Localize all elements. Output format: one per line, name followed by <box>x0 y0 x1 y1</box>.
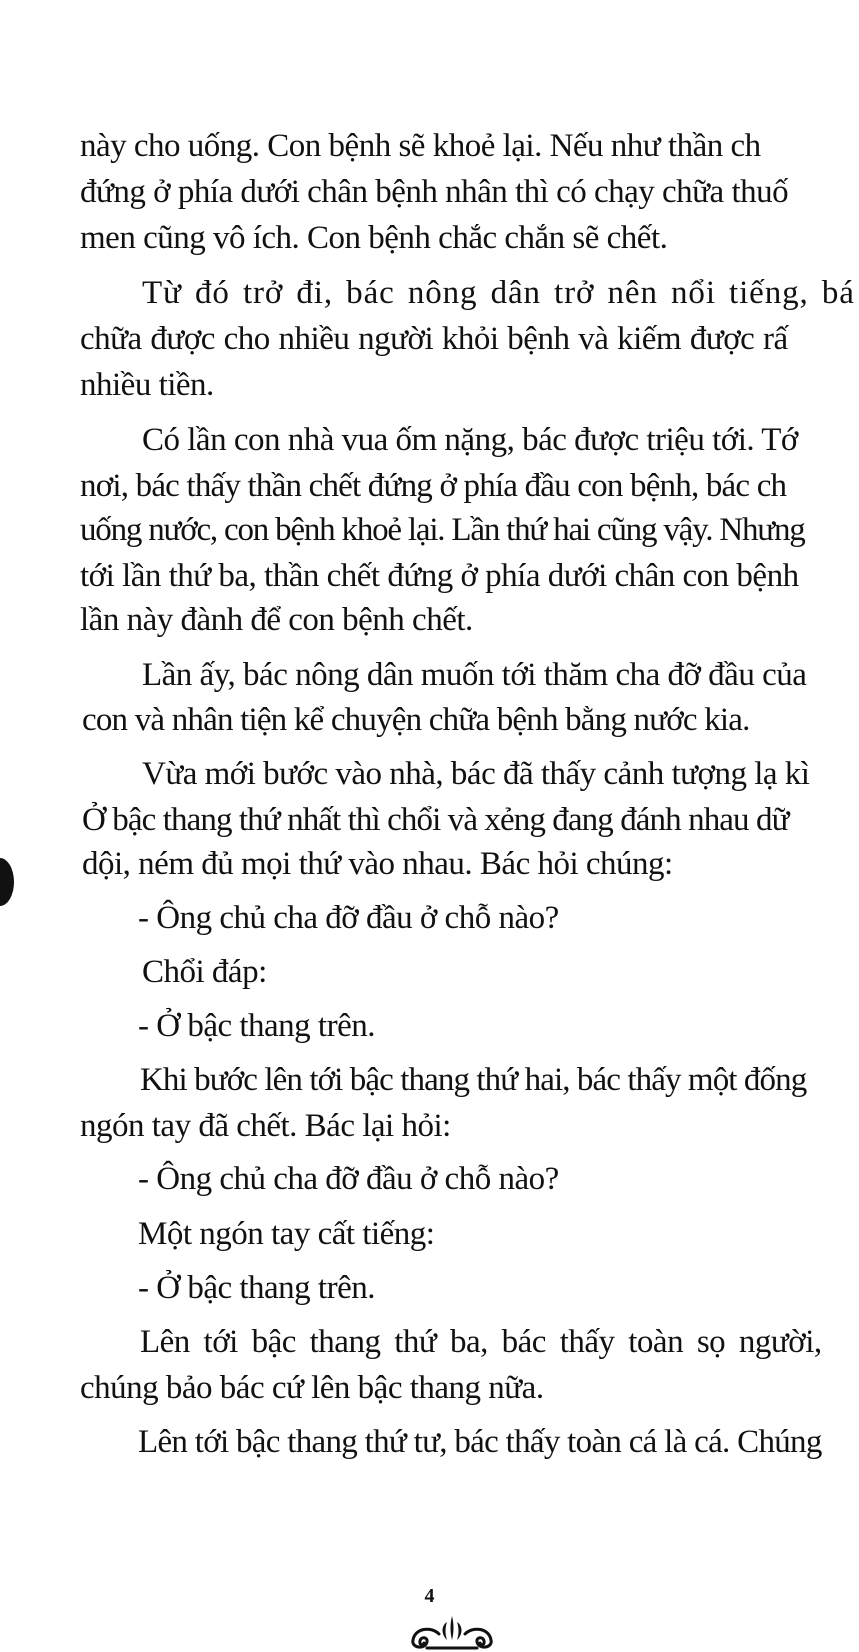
dialogue-line-2: - Ở bậc thang trên. <box>138 1008 375 1044</box>
text-line-2: đứng ở phía dưới chân bệnh nhân thì có chạy chữa thuố <box>80 174 789 210</box>
text-line-18: Khi bước lên tới bậc thang thứ hai, bác thấy một đống <box>140 1062 807 1098</box>
text-line-14: Vừa mới bước vào nhà, bác đã thấy cảnh tượng lạ kì <box>142 756 810 792</box>
edge-mark <box>0 858 14 906</box>
text-line-7: Có lần con nhà vua ốm nặng, bác được triệu tới. Tớ <box>142 422 798 458</box>
text-line-12: Lần ấy, bác nông dân muốn tới thăm cha đỡ đầu của <box>142 657 807 693</box>
text-line-16: dội, ném đủ mọi thứ vào nhau. Bác hỏi chúng: <box>82 846 673 882</box>
text-line-5: chữa được cho nhiều người khỏi bệnh và kiếm được rấ <box>80 321 788 357</box>
text-line-13: con và nhân tiện kể chuyện chữa bệnh bằng nước kia. <box>82 702 750 738</box>
dialogue-line-1: - Ông chủ cha đỡ đầu ở chỗ nào? <box>138 900 559 936</box>
text-line-15: Ở bậc thang thứ nhất thì chổi và xẻng đang đánh nhau dữ <box>82 802 789 838</box>
ornament-icon <box>407 1612 497 1652</box>
text-line-9: uống nước, con bệnh khoẻ lại. Lần thứ hai cũng vậy. Nhưng <box>80 512 805 548</box>
text-line-11: lần này đành để con bệnh chết. <box>80 602 473 638</box>
text-line-17: Chổi đáp: <box>142 954 267 990</box>
text-line-1: này cho uống. Con bệnh sẽ khoẻ lại. Nếu như thần ch <box>80 128 761 164</box>
page-number: 4 <box>424 1585 435 1607</box>
text-line-21: Lên tới bậc thang thứ ba, bác thấy toàn sọ người, <box>140 1324 822 1360</box>
text-line-4: Từ đó trở đi, bác nông dân trở nên nổi tiếng, bá <box>142 275 855 311</box>
text-line-23: Lên tới bậc thang thứ tư, bác thấy toàn cá là cá. Chúng <box>138 1424 822 1460</box>
dialogue-line-4: - Ở bậc thang trên. <box>138 1270 375 1306</box>
text-line-3: men cũng vô ích. Con bệnh chắc chắn sẽ chết. <box>80 220 668 256</box>
text-line-22: chúng bảo bác cứ lên bậc thang nữa. <box>80 1370 544 1406</box>
dialogue-line-3: - Ông chủ cha đỡ đầu ở chỗ nào? <box>138 1161 559 1197</box>
text-line-19: ngón tay đã chết. Bác lại hỏi: <box>80 1108 451 1144</box>
text-line-10: tới lần thứ ba, thần chết đứng ở phía dưới chân con bệnh <box>80 558 799 594</box>
text-line-20: Một ngón tay cất tiếng: <box>138 1216 435 1252</box>
text-line-8: nơi, bác thấy thần chết đứng ở phía đầu con bệnh, bác ch <box>80 468 787 504</box>
text-line-6: nhiều tiền. <box>80 367 214 403</box>
